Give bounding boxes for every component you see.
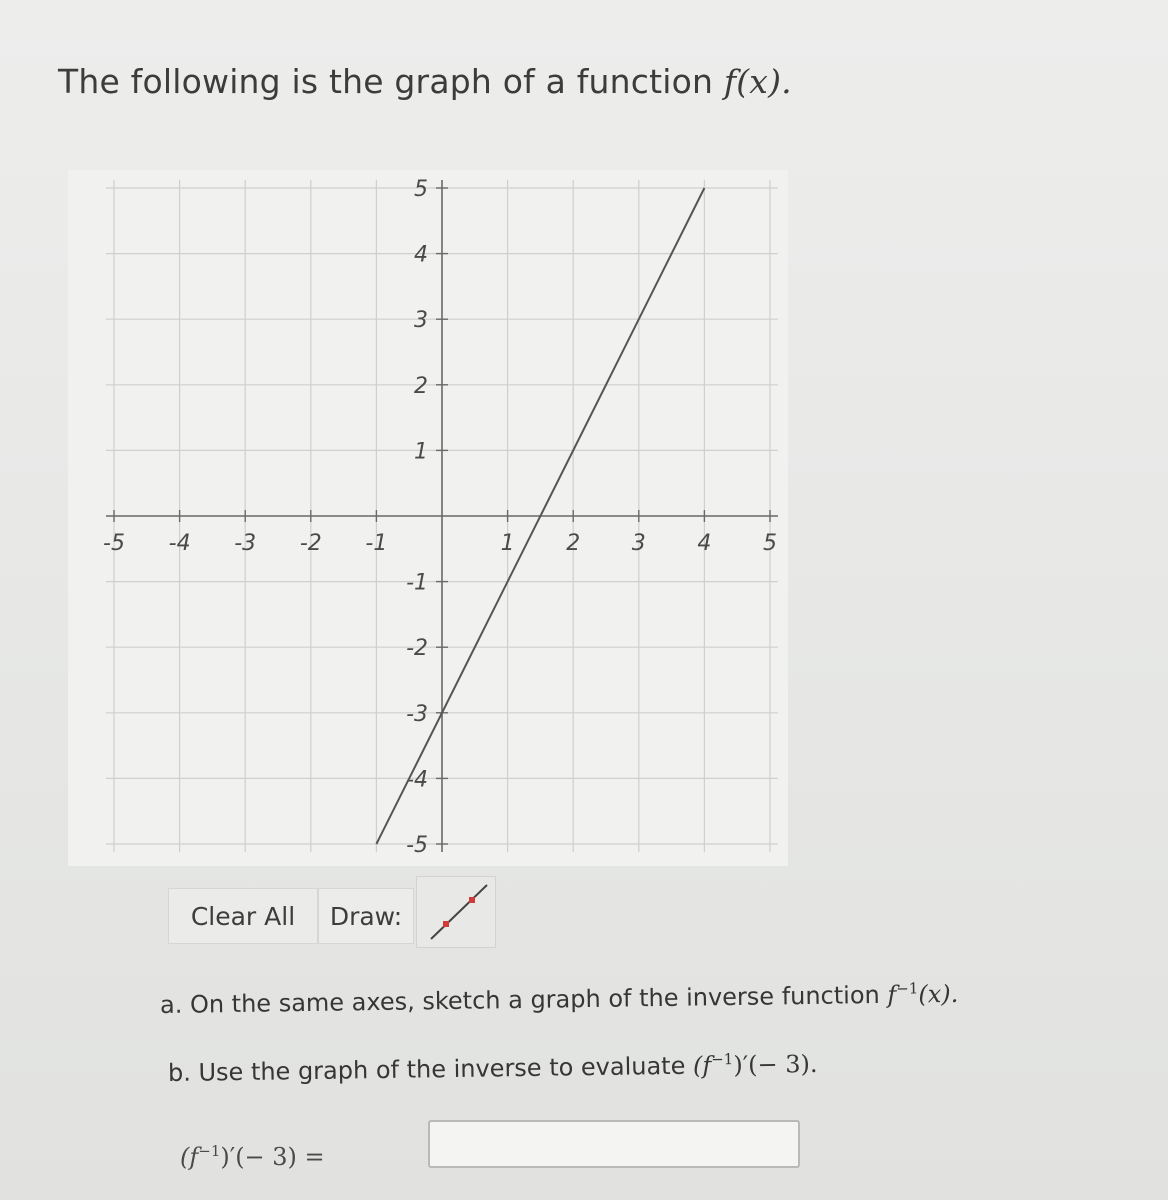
line-segment-icon [417, 877, 495, 947]
x-tick-label: -2 [299, 531, 322, 556]
x-tick-label: 5 [763, 531, 777, 556]
x-tick-label: -3 [234, 531, 257, 556]
question-a-f: f [887, 980, 897, 1009]
y-tick-label: 2 [414, 373, 428, 399]
x-tick-label: -1 [365, 531, 388, 556]
graph-background [68, 170, 788, 866]
intro-function-label: f(x). [723, 62, 792, 101]
y-tick-label: -4 [406, 767, 428, 793]
intro-text [58, 62, 792, 101]
x-tick-label: 2 [566, 531, 581, 556]
answer-label [180, 1142, 325, 1171]
answer-label-post: )′(− 3) = [220, 1143, 325, 1171]
y-tick-label: 5 [414, 177, 428, 202]
y-tick-label: 4 [414, 242, 428, 268]
line-tool-button[interactable] [416, 876, 496, 948]
x-tick-label: 4 [697, 531, 712, 556]
question-b-math: (f [692, 1051, 712, 1080]
x-tick-label: 3 [631, 531, 646, 556]
intro-sentence: The following is the graph of a function [58, 62, 724, 101]
y-tick-label: -2 [406, 636, 428, 662]
y-tick-label: -5 [406, 833, 428, 858]
y-tick-label: 1 [414, 439, 428, 465]
x-tick-label: -5 [103, 531, 125, 556]
answer-label-pre: (f [180, 1143, 199, 1171]
question-a-text: a. On the same axes, sketch a graph of the inverse function [159, 980, 888, 1019]
x-tick-label: -4 [168, 531, 191, 556]
question-a-sup: −1 [896, 979, 919, 998]
y-tick-label: 3 [414, 308, 428, 334]
answer-input[interactable] [428, 1120, 800, 1168]
question-b-sup: −1 [711, 1050, 734, 1069]
draw-label: Draw: [318, 888, 414, 944]
y-tick-label: -3 [406, 701, 428, 727]
x-tick-label: 1 [500, 531, 515, 556]
question-a-arg: (x). [918, 979, 959, 1009]
graph-svg[interactable] [68, 170, 788, 866]
question-b-math-rest: )′(− 3). [733, 1049, 818, 1080]
graph-canvas[interactable] [68, 170, 788, 866]
answer-label-sup: −1 [198, 1142, 221, 1160]
y-tick-label: -1 [406, 570, 428, 596]
question-b-text: b. Use the graph of the inverse to evaluate [167, 1051, 694, 1087]
clear-all-button[interactable]: Clear All [168, 888, 318, 944]
